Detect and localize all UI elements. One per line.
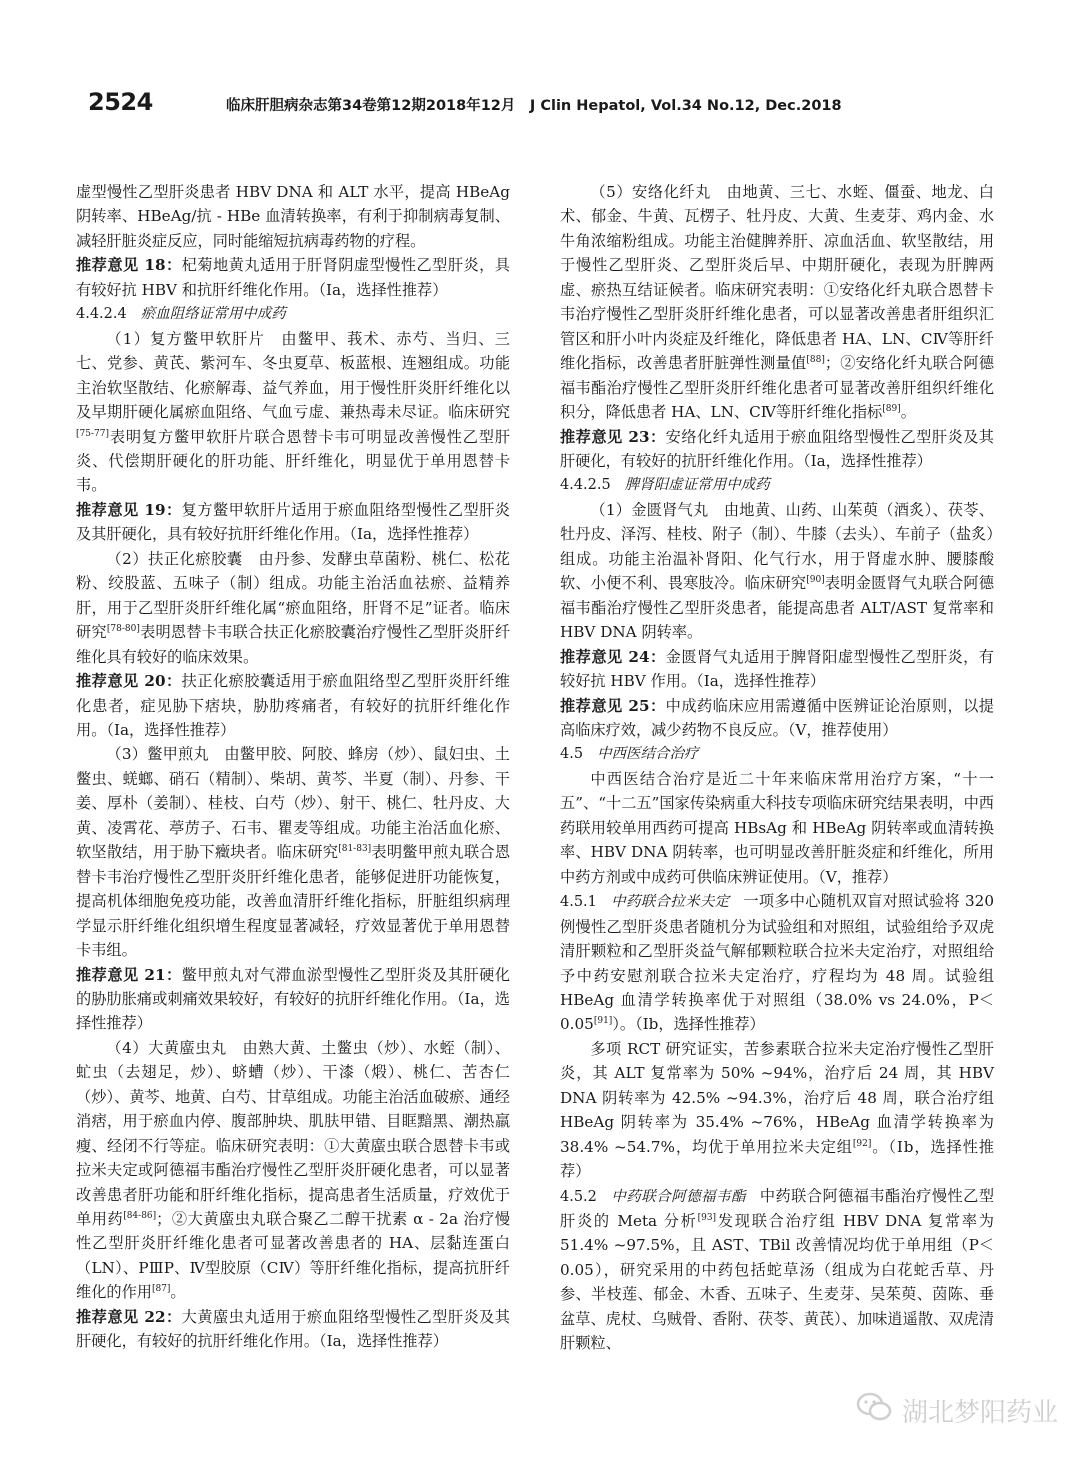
rec-label: 推荐意见 20： bbox=[76, 672, 182, 691]
text: （1）金匮肾气丸 由地黄、山药、山茱萸（酒炙）、茯苓、牡丹皮、泽泻、桂枝、附子（制）、牛膝（去头）、车前子（盐炙）组成。功能主治温补肾阳、化气行水，用于肾虚水肿、腰膝酸软、小便不利、畏寒肢冷。临床研究 bbox=[560, 500, 994, 593]
section-heading bbox=[76, 302, 510, 326]
rec-text: 复方鳖甲软肝片适用于瘀血阻络型慢性乙型肝炎及其肝硬化，具有较好抗肝纤维化作用。（Ⅰa，选择性推荐） bbox=[76, 500, 510, 544]
paragraph bbox=[76, 1036, 510, 1305]
rec-text: 扶正化瘀胶囊适用于瘀血阻络型乙型肝炎肝纤维化患者，症见胁下痞块，胁肋疼痛者，有较好的抗肝纤维化作用。（Ⅰa，选择性推荐） bbox=[76, 672, 510, 739]
rec-label: 推荐意见 23： bbox=[560, 427, 666, 446]
rec-label: 推荐意见 25： bbox=[560, 696, 666, 715]
paragraph bbox=[76, 547, 510, 669]
watermark-text: 湖北梦阳药业 bbox=[901, 1398, 1058, 1428]
section-title: 中药联合阿德福韦酯 bbox=[610, 1188, 746, 1205]
recommendation-24 bbox=[560, 645, 994, 694]
text: （3）鳖甲煎丸 由鳖甲胶、阿胶、蜂房（炒）、鼠妇虫、土鳖虫、蜣螂、硝石（精制）、柴胡、黄芩、半夏（制）、丹参、干姜、厚朴（姜制）、桂枝、白芍（炒）、射干、桃仁、牡丹皮、大黄、凌霄花、葶苈子、石韦、瞿麦等组成。功能主治活血化瘀、软坚散结，用于胁下癥块者。临床研究 bbox=[76, 745, 510, 862]
paragraph bbox=[560, 1037, 994, 1184]
section-title: 脾肾阳虚证常用中成药 bbox=[624, 477, 770, 494]
section-heading bbox=[560, 742, 994, 766]
citation: [93] bbox=[697, 1212, 717, 1223]
left-column bbox=[76, 180, 510, 1354]
citation: [90] bbox=[806, 575, 825, 586]
recommendation-25 bbox=[560, 694, 994, 743]
citation: [84-86] bbox=[123, 1210, 157, 1221]
text: ；②大黄䗪虫丸联合聚乙二醇干扰素 α - 2a 治疗慢性乙型肝炎肝纤维化患者可显著改善患者的 HA、层黏连蛋白（LN）、PⅢP、Ⅳ型胶原（CⅣ）等肝纤维化指标，提高抗肝纤维化的作用 bbox=[76, 1210, 511, 1302]
rec-text: 鳖甲煎丸对气滞血淤型慢性乙型肝炎及其肝硬化的胁肋胀痛或刺痛效果较好，有较好的抗肝纤维化作用。（Ⅰa，选择性推荐） bbox=[76, 965, 510, 1033]
wechat-icon bbox=[856, 1392, 892, 1429]
section-title: 中药联合拉米夫定 bbox=[610, 894, 730, 911]
rec-label: 推荐意见 19： bbox=[76, 500, 182, 519]
recommendation-22 bbox=[76, 1305, 510, 1354]
citation: [89] bbox=[882, 404, 901, 415]
text: 。（Ⅰb，选择性推荐） bbox=[560, 1137, 994, 1181]
text: 多项 RCT 研究证实，苦参素联合拉米夫定治疗慢性乙型肝炎，其 ALT 复常率为 50% ~94%，治疗后 24 周，其 HBV DNA 阴转率为 42.5% ~94.3%，治疗后 48 周，联合治疗组 HBeAg 阴转率为 35.4% ~76%，HBeAg 血清学转换率为 38.4% ~54.7%，均优于单用拉米夫定组 bbox=[560, 1039, 994, 1156]
journal-title: 临床肝胆病杂志第34卷第12期2018年12月 J Clin Hepatol, Vol.34 No.12, Dec.2018 bbox=[226, 98, 842, 114]
rec-text: 大黄䗪虫丸适用于瘀血阻络型慢性乙型肝炎及其肝硬化，有较好的抗肝纤维化作用。（Ⅰa，选择性推荐） bbox=[76, 1307, 510, 1351]
citation: [91] bbox=[593, 1016, 613, 1027]
rec-label: 推荐意见 22： bbox=[76, 1307, 182, 1326]
rec-label: 推荐意见 24： bbox=[560, 647, 666, 666]
citation: [88] bbox=[806, 355, 825, 366]
rec-text: 金匮肾气丸适用于脾肾阳虚型慢性乙型肝炎，有较好抗 HBV 作用。（Ⅰa，选择性推荐） bbox=[560, 647, 994, 691]
text: ）。（Ⅰb，选择性推荐） bbox=[612, 1015, 765, 1034]
text: 发现联合治疗组 HBV DNA 复常率为 51.4% ~97.5%，且 AST、TBil 改善情况均优于单用组（P＜0.05），研究采用的中药包括蛇草汤（组成为白花蛇舌草、丹参、半枝莲、郁金、木香、五味子、生麦芽、吴茱萸、茵陈、垂盆草、虎杖、乌贼骨、香附、茯苓、黄芪）、加味逍遥散、双虎清肝颗粒、 bbox=[560, 1212, 994, 1353]
recommendation-23 bbox=[560, 425, 994, 474]
rec-text: 中成药临床应用需遵循中医辨证论治原则，以提高临床疗效，减少药物不良反应。（Ⅴ，推荐使用） bbox=[560, 696, 994, 739]
citation: [92] bbox=[852, 1138, 872, 1149]
recommendation-19 bbox=[76, 498, 510, 547]
watermark bbox=[856, 1392, 1058, 1429]
recommendation-21 bbox=[76, 963, 510, 1036]
paragraph bbox=[560, 889, 994, 1037]
paragraph: 虚型慢性乙型肝炎患者 HBV DNA 和 ALT 水平，提高 HBeAg 阴转率、HBeAg/抗 - HBe 血清转换率，有利于抑制病毒复制、减轻肝脏炎症反应，同时能缩短抗病毒药物的疗程。 bbox=[76, 183, 510, 250]
section-heading bbox=[560, 473, 994, 497]
text: （5）安络化纤丸 由地黄、三七、水蛭、僵蚕、地龙、白术、郁金、牛黄、瓦楞子、牡丹皮、大黄、生麦芽、鸡内金、水牛角浓缩粉组成。功能主治健脾养肝、凉血活血、软坚散结，用于慢性乙型肝炎、乙型肝炎后早、中期肝硬化，表现为肝脾两虚、瘀热互结证候者。临床研究表明：①安络化纤丸联合恩替卡韦治疗慢性乙型肝炎肝纤维化患者，可以显著改善患者肝组织汇管区和肝小叶内炎症及纤维化，降低患者 HA、LN、CⅣ等肝纤维化指标，改善患者肝脏弹性测量值 bbox=[560, 183, 994, 373]
citation: [78-80] bbox=[106, 624, 140, 635]
paragraph: 中西医结合治疗是近二十年来临床常用治疗方案，“十一五”、“十二五”国家传染病重大科技专项临床研究结果表明，中西药联用较单用西药可提高 HBsAg 和 HBeAg 阴转率或血清转换率、HBV DNA 阴转率，也可明显改善肝脏炎症和纤维化，所用中药方剂或中成药可供临床辨证使用。（Ⅴ，推荐） bbox=[560, 769, 994, 886]
text: 一项多中心随机双盲对照试验将 320 例慢性乙型肝炎患者随机分为试验组和对照组，试验组给予双虎清肝颗粒和乙型肝炎益气解郁颗粒联合拉米夫定治疗，对照组给予中药安慰剂联合拉米夫定治疗，疗程均为 48 周。试验组 HBeAg 血清学转换率优于对照组（38.0% vs 24.0%，P＜0.05 bbox=[560, 892, 994, 1034]
page-header bbox=[88, 88, 1018, 128]
rec-label: 推荐意见 18： bbox=[76, 256, 182, 275]
text: 表明鳖甲煎丸联合恩替卡韦治疗慢性乙型肝炎肝纤维化患者，能够促进肝功能恢复，提高机体细胞免疫功能，改善血清肝纤维化指标，肝脏组织病理学显示肝纤维化组织增生程度显著减轻，疗效显著优于单用恩替卡韦组。 bbox=[76, 843, 511, 960]
right-column bbox=[560, 180, 994, 1356]
page-number: 2524 bbox=[88, 88, 153, 116]
section-number: 4.4.2.5 bbox=[560, 477, 611, 494]
paragraph bbox=[76, 327, 510, 498]
text: 表明复方鳖甲软肝片联合恩替卡韦可明显改善慢性乙型肝炎、代偿期肝硬化的肝功能、肝纤维化，明显优于单用恩替卡韦。 bbox=[76, 427, 510, 495]
recommendation-20 bbox=[76, 669, 510, 742]
text: 中药联合阿德福韦酯治疗慢性乙型肝炎的 Meta 分析 bbox=[560, 1186, 995, 1231]
citation: [81-83] bbox=[338, 844, 372, 855]
paragraph bbox=[560, 498, 994, 645]
text: （4）大黄䗪虫丸 由熟大黄、土鳖虫（炒）、水蛭（制）、虻虫（去翅足，炒）、蛴螬（炒）、干漆（煅）、桃仁、苦杏仁（炒）、黄芩、地黄、白芍、甘草组成。功能主治活血破瘀、通经消痞，用于瘀血内停、腹部肿块、肌肤甲错、目眶黯黑、潮热羸瘦、经闭不行等症。临床研究表明：①大黄䗪虫联合恩替卡韦或拉米夫定或阿德福韦酯治疗慢性乙型肝炎肝硬化患者，可以显著改善患者肝功能和肝纤维化指标，提高患者生活质量，疗效优于单用药 bbox=[76, 1038, 510, 1229]
text: （1）复方鳖甲软肝片 由鳖甲、莪术、赤芍、当归、三七、党参、黄芪、紫河车、冬虫夏草、板蓝根、连翘组成。功能主治软坚散结、化瘀解毒、益气养血，用于慢性肝炎肝纤维化以及早期肝硬化属瘀血阻络、气血亏虚、兼热毒未尽证。临床研究 bbox=[76, 329, 510, 422]
paragraph bbox=[76, 742, 510, 962]
rec-label: 推荐意见 21： bbox=[76, 965, 182, 984]
section-title: 瘀血阻络证常用中成药 bbox=[140, 306, 286, 323]
section-number: 4.5.2 bbox=[560, 1188, 597, 1205]
section-number: 4.4.2.4 bbox=[76, 306, 127, 323]
text: 。 bbox=[170, 1283, 186, 1302]
recommendation-18 bbox=[76, 253, 510, 302]
text: 。 bbox=[900, 403, 916, 422]
section-number: 4.5 bbox=[560, 746, 584, 763]
paragraph bbox=[560, 180, 994, 425]
text: 表明金匮肾气丸联合阿德福韦酯治疗慢性乙型肝炎患者，能提高患者 ALT/AST 复常率和 HBV DNA 阴转率。 bbox=[560, 574, 995, 642]
text: （2）扶正化瘀胶囊 由丹参、发酵虫草菌粉、桃仁、松花粉、绞股蓝、五味子（制）组成。功能主治活血祛瘀、益精养肝，用于乙型肝炎肝纤维化属“瘀血阻络，肝肾不足”证者。临床研究 bbox=[76, 549, 510, 642]
rec-text: 安络化纤丸适用于瘀血阻络型慢性乙型肝炎及其肝硬化，有较好的抗肝纤维化作用。（Ⅰa，选择性推荐） bbox=[560, 427, 994, 470]
text: 表明恩替卡韦联合扶正化瘀胶囊治疗慢性乙型肝炎肝纤维化具有较好的临床效果。 bbox=[76, 623, 511, 666]
paragraph bbox=[560, 1184, 994, 1356]
text: ；②安络化纤丸联合阿德福韦酯治疗慢性乙型肝炎肝纤维化患者可显著改善肝组织纤维化积分，降低患者 HA、LN、CⅣ等肝纤维化指标 bbox=[560, 354, 995, 422]
citation: [87] bbox=[151, 1284, 171, 1295]
citation: [75-77] bbox=[76, 428, 109, 439]
section-number: 4.5.1 bbox=[560, 894, 597, 911]
section-title: 中西医结合治疗 bbox=[597, 746, 699, 763]
rec-text: 杞菊地黄丸适用于肝肾阴虚型慢性乙型肝炎，具有较好抗 HBV 和抗肝纤维化作用。（Ⅰa，选择性推荐） bbox=[76, 256, 510, 299]
